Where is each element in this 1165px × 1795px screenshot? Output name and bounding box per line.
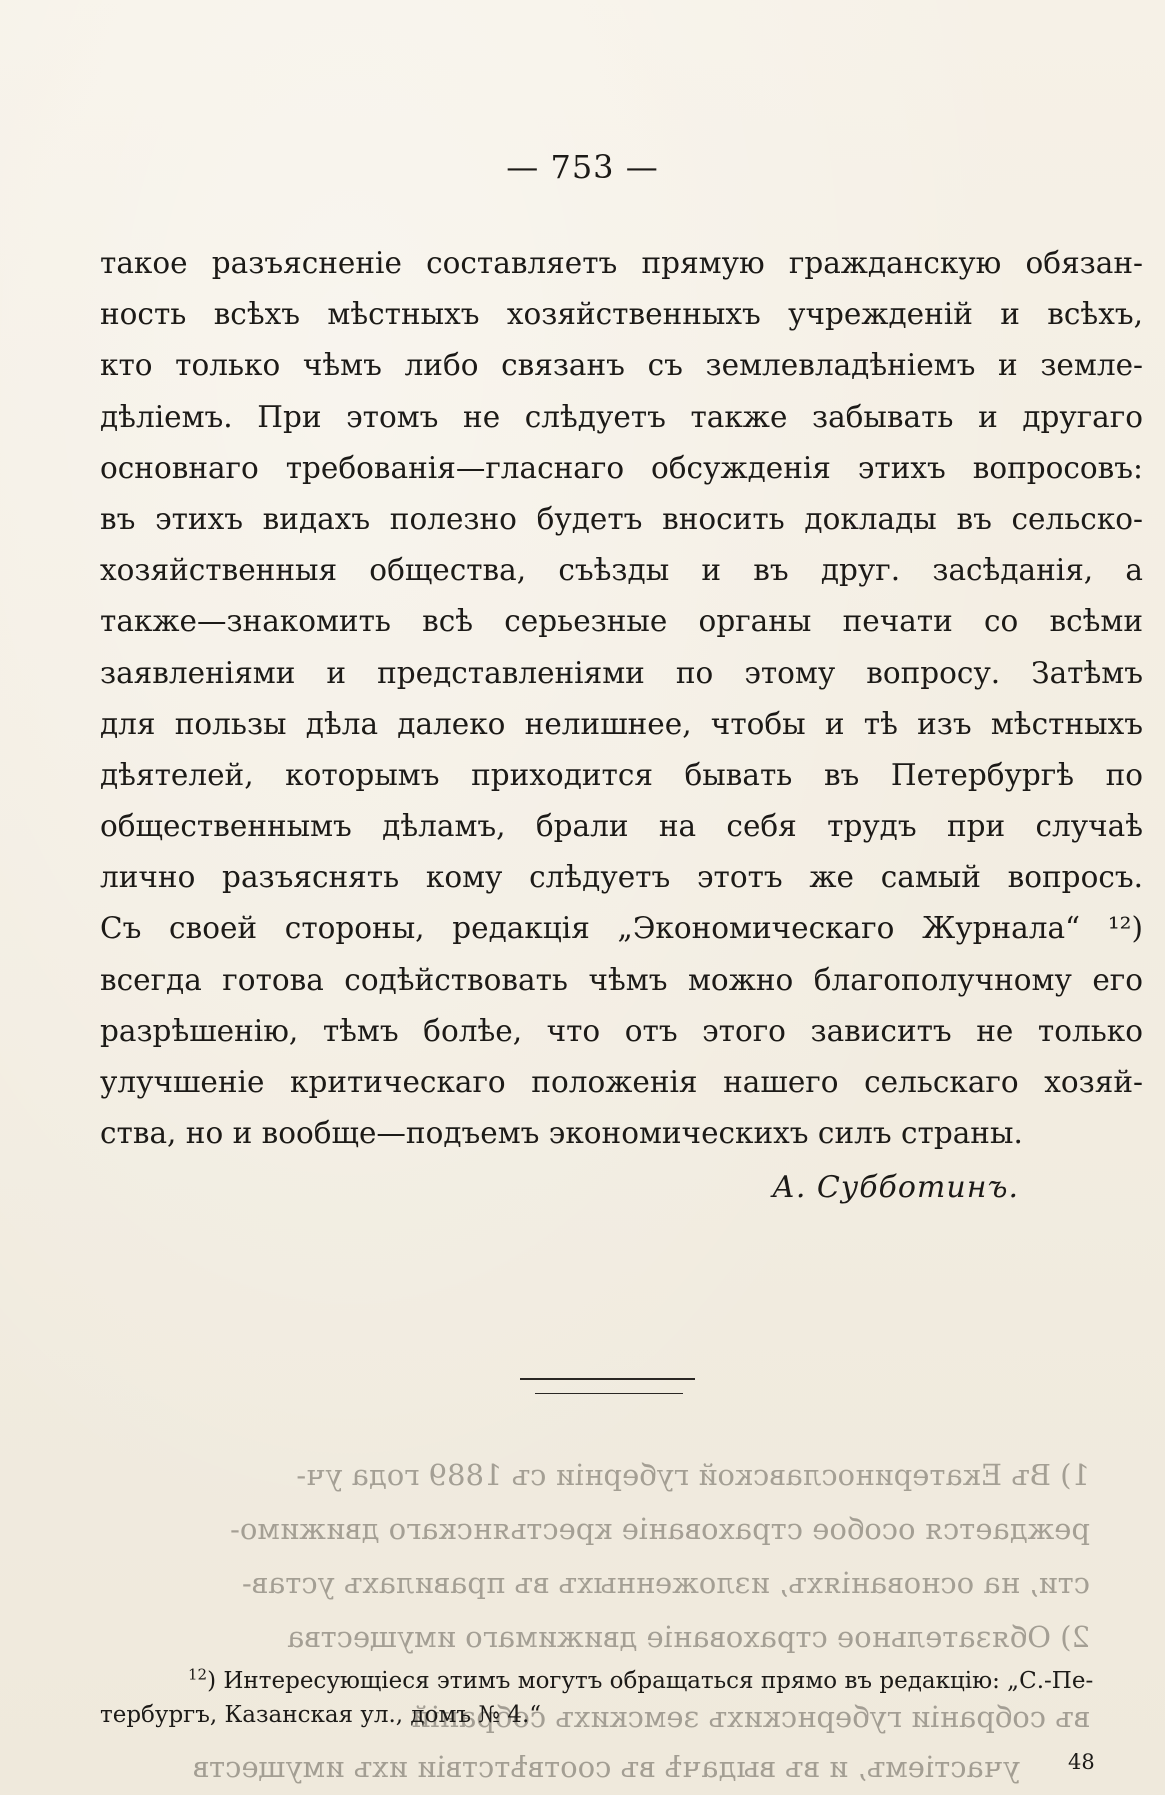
bleed-through-line: реждается особое страхованіе крестьянскаго движимо- xyxy=(230,1512,1090,1546)
footnote xyxy=(100,1664,1143,1732)
sheet-number: 48 xyxy=(1068,1750,1095,1774)
text-line: дѣліемъ. При этомъ не слѣдуетъ также забывать и другаго xyxy=(100,399,1143,434)
text-line: Съ своей стороны, редакція „Экономическаго Журнала“ ¹²) xyxy=(100,911,1143,946)
footnote-line: тербургъ, Казанская ул., домъ № 4.“ xyxy=(100,1702,542,1728)
text-line: хозяйственныя общества, съѣзды и въ друг. засѣданія, а xyxy=(100,553,1143,588)
text-line: улучшеніе критическаго положенія нашего сельскаго хозяй- xyxy=(100,1065,1143,1099)
bleed-through-line: участіемъ, и въ выдачѣ въ соотвѣтствіи ихъ имуществ xyxy=(192,1750,1020,1784)
text-line: лично разъяснять кому слѣдуетъ этотъ же самый вопросъ. xyxy=(100,860,1143,895)
text-line: общественнымъ дѣламъ, брали на себя трудъ при случаѣ xyxy=(100,809,1143,844)
footnote-text: ) Интересующіеся этимъ могутъ обращаться прямо въ редакцію: „С.-Пе- xyxy=(207,1668,1094,1694)
bleed-through-line: 1) Въ Екатеринославской губерніи съ 1889 года уч- xyxy=(296,1458,1090,1492)
author-signature: А. Субботинъ. xyxy=(772,1170,1019,1205)
body-paragraph xyxy=(100,238,1143,1159)
footnote-marker: 12 xyxy=(188,1665,208,1684)
section-divider xyxy=(520,1378,695,1380)
footnote-line xyxy=(100,1664,1143,1698)
page-number: — 753 — xyxy=(506,148,659,186)
text-line: также—знакомить всѣ серьезные органы печати со всѣми xyxy=(100,604,1143,639)
text-line: для пользы дѣла далеко нелишнее, чтобы и тѣ изъ мѣстныхъ xyxy=(100,706,1143,741)
text-line: заявленіями и представленіями по этому вопросу. Затѣмъ xyxy=(100,655,1143,690)
bleed-through-line: въ собраніи губернскихъ земскихъ собраній xyxy=(411,1700,1090,1734)
text-line: ность всѣхъ мѣстныхъ хозяйственныхъ учрежденій и всѣхъ, xyxy=(100,297,1143,332)
bleed-through-line: сти, на основаніяхъ, изложенныхъ въ правилахъ устав- xyxy=(241,1566,1090,1600)
section-divider xyxy=(535,1393,683,1394)
text-line: ства, но и вообще—подъемъ экономическихъ силъ страны. xyxy=(100,1116,1023,1151)
text-line: разрѣшенію, тѣмъ болѣе, что отъ этого зависитъ не только xyxy=(100,1013,1143,1048)
text-line: такое разъясненіе составляетъ прямую гражданскую обязан- xyxy=(100,246,1143,280)
bleed-through-line: 2) Обязательное страхованіе движимаго имущества xyxy=(287,1620,1090,1654)
text-line: всегда готова содѣйствовать чѣмъ можно благополучному его xyxy=(100,962,1143,997)
text-line: дѣятелей, которымъ приходится бывать въ Петербургѣ по xyxy=(100,757,1143,792)
text-line: въ этихъ видахъ полезно будетъ вносить доклады въ сельско- xyxy=(100,501,1143,536)
text-line: основнаго требованія—гласнаго обсужденія этихъ вопросовъ: xyxy=(100,450,1143,485)
text-line: кто только чѣмъ либо связанъ съ землевладѣніемъ и земле- xyxy=(100,348,1143,383)
